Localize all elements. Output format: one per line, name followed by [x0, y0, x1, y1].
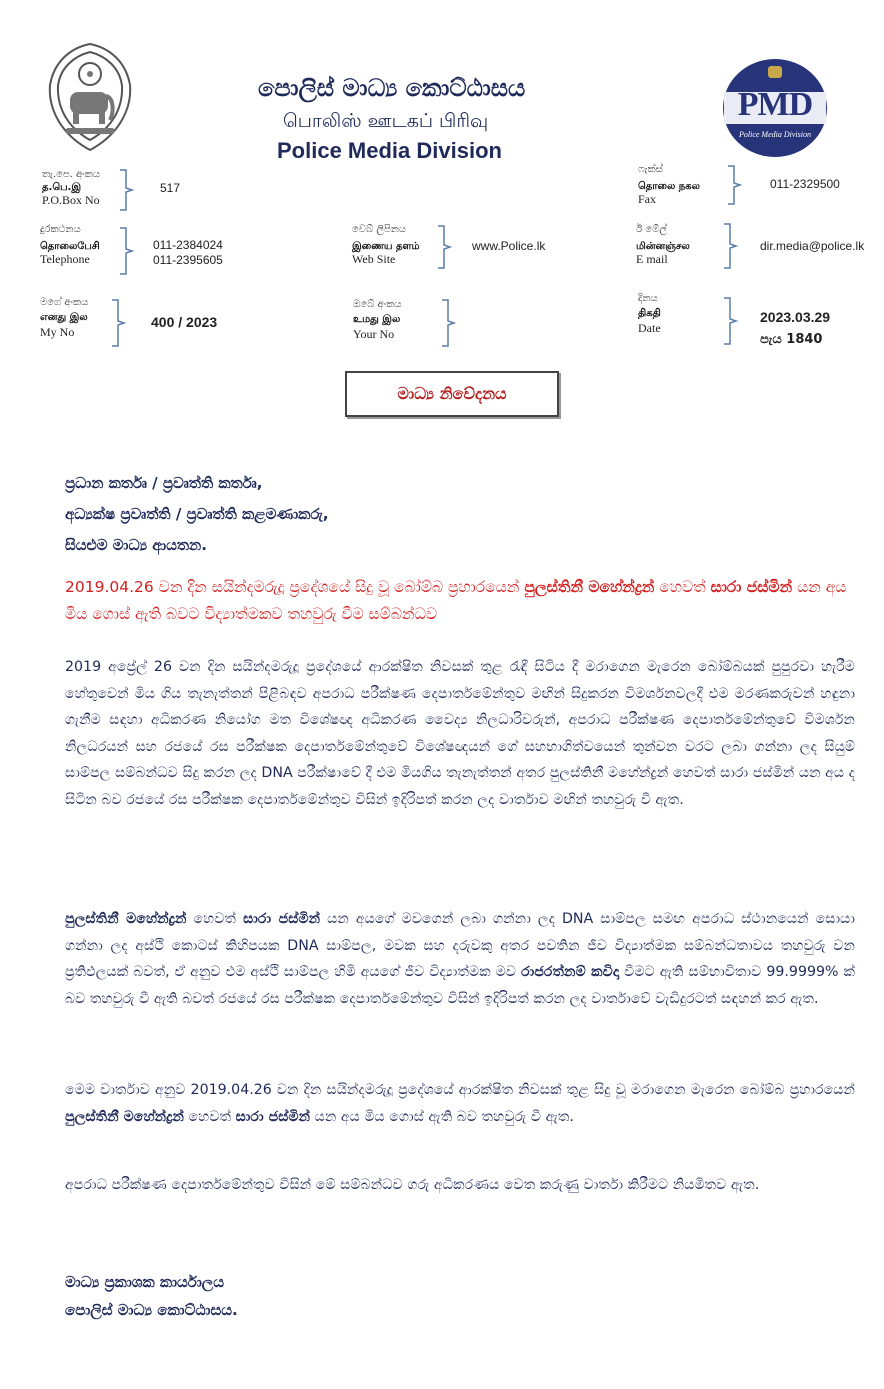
- my-no-brace: [110, 298, 130, 352]
- date-brace: [722, 296, 742, 350]
- body-paragraph-4: අපරාධ පරීක්ෂණ දෙපාර්තමේන්තුව විසින් මේ සම්බන්ධව ගරු අධිකරණය වෙත කරුණු වාර්තා කිරීමට නියමිතව ඇත.: [65, 1177, 760, 1193]
- pobox-value: 517: [160, 181, 181, 195]
- addressee-line: අධ්‍යක්ෂ ප්‍රවෘත්ති / ප්‍රවෘත්ති කළමණාකරු,: [65, 505, 329, 523]
- fax-label: ෆැක්ස් தொலை நகல Fax: [638, 164, 700, 206]
- email-label: ඊ මේල් மின்னஞ்சல E mail: [636, 224, 690, 266]
- my-no-label: මගේ අංකය எனது இல My No: [40, 297, 89, 339]
- date-label: දිනය திகதி Date: [638, 293, 661, 335]
- body-paragraph-2: පුලස්තිනී මහේන්ද්‍රන් හෙවත් සාරා ජස්මින් යන අයගේ මවගෙන් ලබා ගන්නා ලද DNA සාම්පල සමඟ අපරාධ ස්ථානයෙන් සොයා ගන්නා ලද අස්ථි කොටස් කිහිපයක DNA සාම්පල, මවක සහ දරුවකු අතර පවතින ජීව විද්‍යාත්මක සම්බන්ධතාවය තහවුරු වන ප්‍රතිඵලයක් බවත්, ඒ අනුව එම අස්ථි සාම්පල හිමි අයගේ ජීව විද්‍යාත්මක මව රාජරත්නම් කවිදා වීමට ඇති සම්භාවිතාව 99.9999% ක් බව තහවුරු වී ඇති බවත් රජයේ රස පරීක්ෂක දෙපාර්තමේන්තුව විසින් ඉදිරිපත් කරන ලද වාර්තාවේ වැඩිදුරටත් සඳහන් කර ඇත.: [65, 911, 856, 1007]
- website-label: වෙබ් ලිපිනය இணைய தளம் Web Site: [352, 224, 420, 266]
- addressees: [65, 468, 329, 561]
- pmd-logo-text: PMD: [737, 86, 813, 123]
- pobox-brace: [118, 168, 138, 216]
- email-value: dir.media@police.lk: [760, 239, 865, 253]
- header-title-tamil: பொலிஸ் ஊடகப் பிரிவு: [283, 110, 489, 132]
- website-brace: [436, 224, 456, 274]
- addressee-line: සියළුම මාධ්‍ය ආයතන.: [65, 536, 207, 554]
- my-no-value: 400 / 2023: [151, 314, 218, 330]
- telephone-brace: [118, 226, 138, 280]
- header-title-sinhala: පොලිස් මාධ්‍ය කොට්ඨාසය: [258, 74, 526, 102]
- telephone-value-1: 011-2384024: [153, 238, 223, 252]
- date-value: 2023.03.29: [760, 309, 831, 325]
- signature-line: පොලිස් මාධ්‍ය කොට්ඨාසය.: [65, 1301, 238, 1319]
- your-no-label: ඔබේ අංකය உமது இல Your No: [353, 299, 402, 341]
- fax-brace: [726, 164, 746, 210]
- your-no-brace: [440, 298, 460, 352]
- website-value: www.Police.lk: [472, 239, 546, 253]
- pobox-label: තැ.පෙ. අංකය த.பெ.இ P.O.Box No: [42, 169, 101, 207]
- pmd-logo-subtitle: Police Media Division: [739, 130, 811, 139]
- signature-block: [65, 1268, 238, 1324]
- police-emblem: [40, 40, 140, 155]
- pmd-logo: [722, 58, 828, 158]
- email-brace: [722, 222, 742, 274]
- subject-heading: 2019.04.26 වන දින සයින්දමරුදූ ප්‍රදේශයේ සිදු වූ බෝම්බ ප්‍රහාරයෙන් පුලස්තිනී මහේන්ද්‍රන් හෙවත් සාරා ජස්මින් යන අය මිය ගොස් ඇති බවට විද්‍යාත්මකව තහවුරු වීම සම්බන්ධව: [65, 578, 847, 623]
- time-value: පැය 1840: [760, 332, 823, 347]
- header-title-english: Police Media Division: [277, 138, 502, 163]
- telephone-label: දුරකථනය தொலைபேசி Telephone: [40, 224, 100, 266]
- fax-value: 011-2329500: [770, 177, 840, 191]
- telephone-value-2: 011-2395605: [153, 253, 223, 267]
- addressee-line: ප්‍රධාන කර්තෘ / ප්‍රවෘත්ති කර්තෘ,: [65, 474, 263, 492]
- body-paragraph-1: 2019 අප්‍රේල් 26 වන දින සයින්දමරුදූ ප්‍රදේශයේ ආරක්ෂිත නිවසක් තුළ රැඳී සිටිය දී මරාගෙන මැරෙන බෝම්බයක් පුපුරවා හැරීම හේතුවෙන් මිය ගිය තැනැත්තන් පිළිබඳව අපරාධ පරීක්ෂණ දෙපාර්තමේන්තුව මඟින් සිදුකරන විමර්ශනවලදී එම මරණකරුවන් හඳුනා ගැනීම සඳහා අධිකරණ නියෝග මත විශේෂඥ අධිකරණ වෛද්‍ය නිලධාරිවරුන්, අපරාධ පරීක්ෂණ දෙපාර්තමේන්තුවේ විමර්ශන නිලධරයන් සහ රජයේ රස පරීක්ෂක දෙපාර්තමේන්තුවේ විශේෂඥයන් ගේ සහභාගිත්වයෙන් තුන්වන වරට ලබා ගන්නා ලද සියුම් සාම්පල සම්බන්ධව සිදු කරන ලද DNA පරීක්ෂාවේ දී එම මියගිය තැනැත්තන් අතර පුලස්තිනී මහේන්ද්‍රන් හෙවත් සාරා ජස්මින් යන අය ද සිටින බව රජයේ රස පරීක්ෂක දෙපාර්තමේන්තුව විසින් ඉදිරිපත් කරන ලද වාර්තාව මඟින් තහවුරු වී ඇත.: [65, 659, 855, 808]
- media-release-title: මාධ්‍ය නිවේදනය: [345, 371, 559, 417]
- body-paragraph-3: මෙම වාර්තාව අනුව 2019.04.26 වන දින සයින්දමරුදූ ප්‍රදේශයේ ආරක්ෂිත නිවසක් තුළ සිදු වූ මරාගෙන මැරෙන බෝම්බ ප්‍රහාරයෙන් පුලස්තිනී මහේන්ද්‍රන් හෙවත් සාරා ජස්මින් යන අය මිය ගොස් ඇති බව තහවුරු වී ඇත.: [65, 1082, 855, 1125]
- signature-line: මාධ්‍ය ප්‍රකාශක කාර්යාලය: [65, 1273, 225, 1291]
